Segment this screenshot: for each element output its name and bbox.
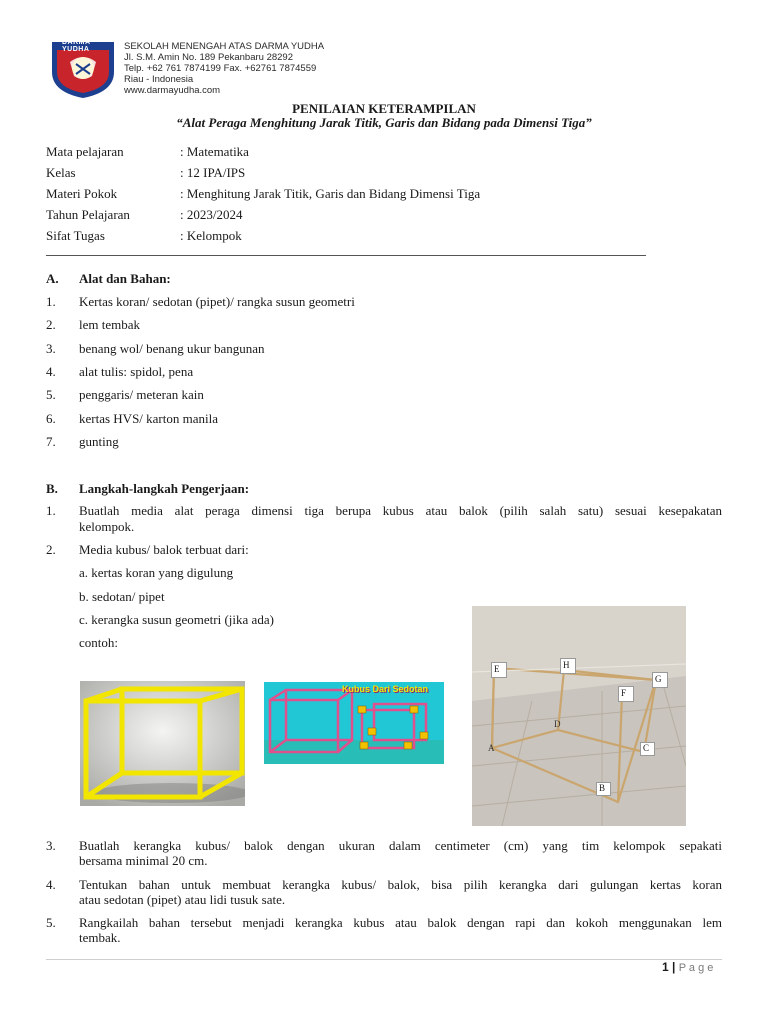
footer-divider xyxy=(46,959,722,960)
info-label: Tahun Pelajaran xyxy=(46,207,130,222)
list-number: 6. xyxy=(46,411,56,426)
list-item: penggaris/ meteran kain xyxy=(79,387,204,402)
straw-cube-image xyxy=(264,682,444,764)
page-word: P a g e xyxy=(678,962,714,974)
list-number: 7. xyxy=(46,434,56,449)
document-title: PENILAIAN KETERAMPILAN xyxy=(292,101,476,116)
step-number: 4. xyxy=(46,877,56,892)
yellow-cube-image xyxy=(80,681,245,806)
step-number: 3. xyxy=(46,838,56,853)
info-label: Sifat Tugas xyxy=(46,228,105,243)
list-item: alat tulis: spidol, pena xyxy=(79,364,194,379)
sub-item: a. kertas koran yang digulung xyxy=(79,565,234,580)
school-logo xyxy=(48,38,118,100)
step-number: 5. xyxy=(46,915,56,930)
list-number: 1. xyxy=(46,294,56,309)
step-text-continued: atau sedotan (pipet) atau lidi tusuk sate. xyxy=(79,892,286,907)
page-footer xyxy=(662,960,713,974)
section-b-heading: Langkah-langkah Pengerjaan: xyxy=(79,481,250,496)
info-value: : Kelompok xyxy=(180,228,242,243)
sub-item: b. sedotan/ pipet xyxy=(79,589,165,604)
info-value: : 12 IPA/IPS xyxy=(180,165,246,180)
cube-photo-image xyxy=(472,606,686,826)
vertex-label: D xyxy=(554,719,561,729)
vertex-label: H xyxy=(563,660,570,670)
step-text-continued: bersama minimal 20 cm. xyxy=(79,853,208,868)
example-label: contoh: xyxy=(79,635,118,650)
vertex-label: A xyxy=(488,743,495,753)
list-item: gunting xyxy=(79,434,119,449)
vertex-label: B xyxy=(599,783,606,793)
divider xyxy=(46,255,646,256)
info-label: Materi Pokok xyxy=(46,186,118,201)
logo-text: DARMA YUDHA xyxy=(62,39,91,53)
step-text: Rangkailah bahan tersebut menjadi kerangka kubus atau balok dengan rapi dan kokoh menggunakan lem xyxy=(79,915,722,930)
step-text: Media kubus/ balok terbuat dari: xyxy=(79,542,249,557)
school-region: Riau - Indonesia xyxy=(124,74,194,85)
step-text: Buatlah kerangka kubus/ balok dengan ukuran dalam centimeter (cm) yang tim kelompok sepakati xyxy=(79,838,722,853)
list-item: Kertas koran/ sedotan (pipet)/ rangka susun geometri xyxy=(79,294,355,309)
info-value: : Matematika xyxy=(180,144,249,159)
list-item: benang wol/ benang ukur bangunan xyxy=(79,341,265,356)
school-address: Jl. S.M. Amin No. 189 Pekanbaru 28292 xyxy=(124,52,293,63)
sub-item: c. kerangka susun geometri (jika ada) xyxy=(79,612,274,627)
document-subtitle: “Alat Peraga Menghitung Jarak Titik, Garis dan Bidang pada Dimensi Tiga” xyxy=(176,115,592,130)
section-a-heading: Alat dan Bahan: xyxy=(79,271,171,286)
info-label: Kelas xyxy=(46,165,76,180)
info-label: Mata pelajaran xyxy=(46,144,124,159)
step-text-continued: tembak. xyxy=(79,930,121,945)
section-a-letter: A. xyxy=(46,271,59,286)
vertex-label: C xyxy=(643,743,650,753)
list-item: kertas HVS/ karton manila xyxy=(79,411,218,426)
vertex-label: G xyxy=(655,674,662,684)
step-number: 1. xyxy=(46,503,56,518)
vertex-label: E xyxy=(494,664,500,674)
straw-banner-text: Kubus Dari Sedotan xyxy=(342,684,429,694)
school-website: www.darmayudha.com xyxy=(124,85,221,96)
step-text-continued: kelompok. xyxy=(79,519,135,534)
list-item: lem tembak xyxy=(79,317,141,332)
list-number: 4. xyxy=(46,364,56,379)
page-number: 1 xyxy=(662,960,669,974)
school-phone: Telp. +62 761 7874199 Fax. +62761 7874559 xyxy=(124,63,317,74)
list-number: 3. xyxy=(46,341,56,356)
step-text: Tentukan bahan untuk membuat kerangka kubus/ balok, bisa pilih kerangka dari gulungan kertas koran xyxy=(79,877,722,892)
list-number: 2. xyxy=(46,317,56,332)
list-number: 5. xyxy=(46,387,56,402)
info-value: : Menghitung Jarak Titik, Garis dan Bidang Dimensi Tiga xyxy=(180,186,481,201)
step-number: 2. xyxy=(46,542,56,557)
info-value: : 2023/2024 xyxy=(180,207,243,222)
vertex-label: F xyxy=(621,688,627,698)
step-text: Buatlah media alat peraga dimensi tiga berupa kubus atau balok (pilih salah satu) sesuai kesepakatan xyxy=(79,503,722,518)
section-b-letter: B. xyxy=(46,481,58,496)
school-name: SEKOLAH MENENGAH ATAS DARMA YUDHA xyxy=(124,41,325,52)
page-separator: | xyxy=(672,960,676,974)
